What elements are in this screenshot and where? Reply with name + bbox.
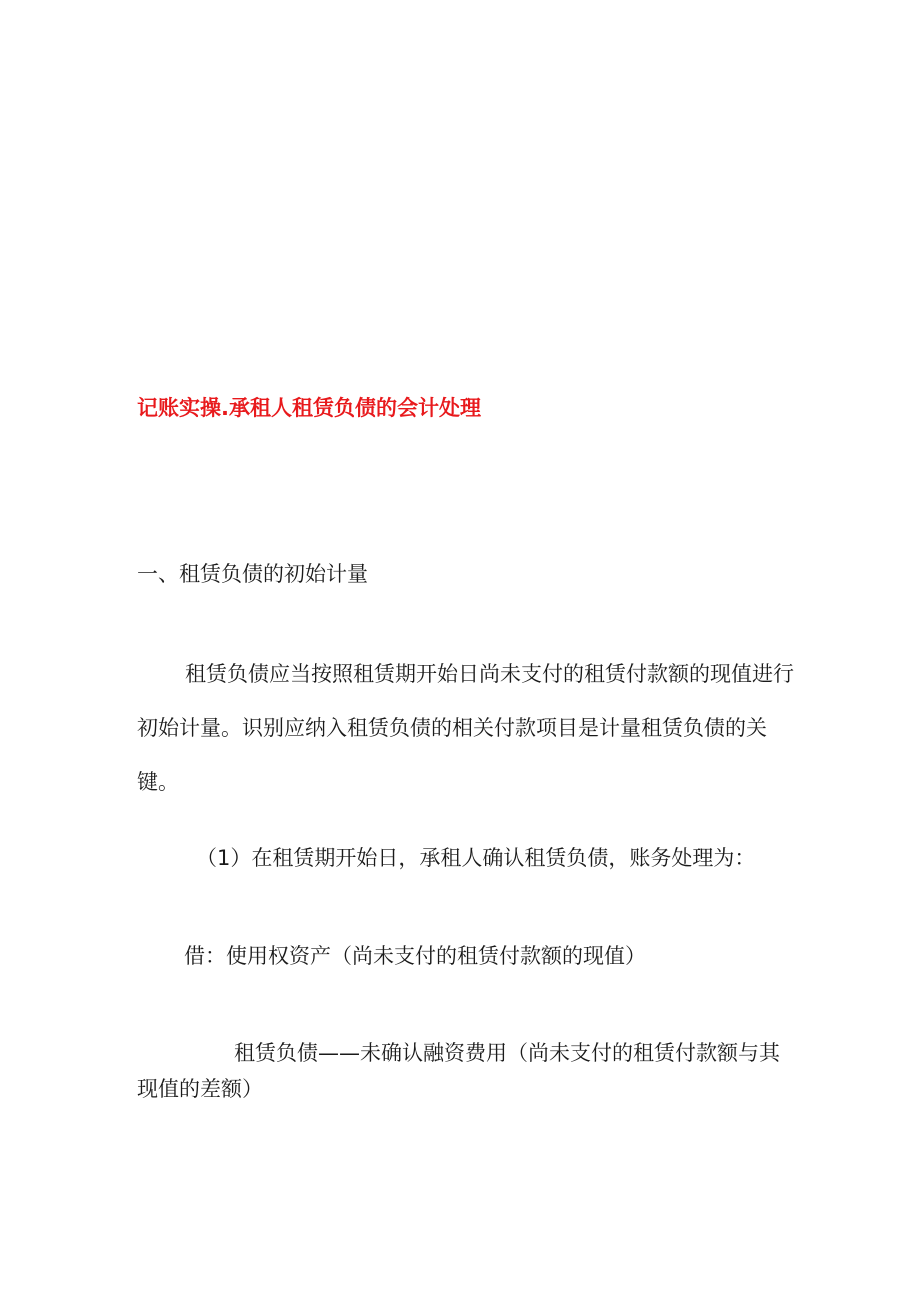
section-heading: 一、租赁负债的初始计量 [137, 562, 368, 586]
intro-paragraph: 租赁负债应当按照租赁期开始日尚未支付的租赁付款额的现值进行初始计量。识别应纳入租赁负债的相关付款项目是计量租赁负债的关键。 [137, 662, 794, 794]
journal-entry-debit: 借：使用权资产（尚未支付的租赁付款额的现值） [184, 944, 646, 968]
journal-entry-credit: 租赁负债——未确认融资费用（尚未支付的租赁付款额与其现值的差额） [137, 1041, 780, 1101]
document-title: 记账实操.承租人租赁负债的会计处理 [137, 396, 481, 420]
step-1-text: （1）在租赁期开始日，承租人确认租赁负债，账务处理为： [196, 846, 756, 870]
